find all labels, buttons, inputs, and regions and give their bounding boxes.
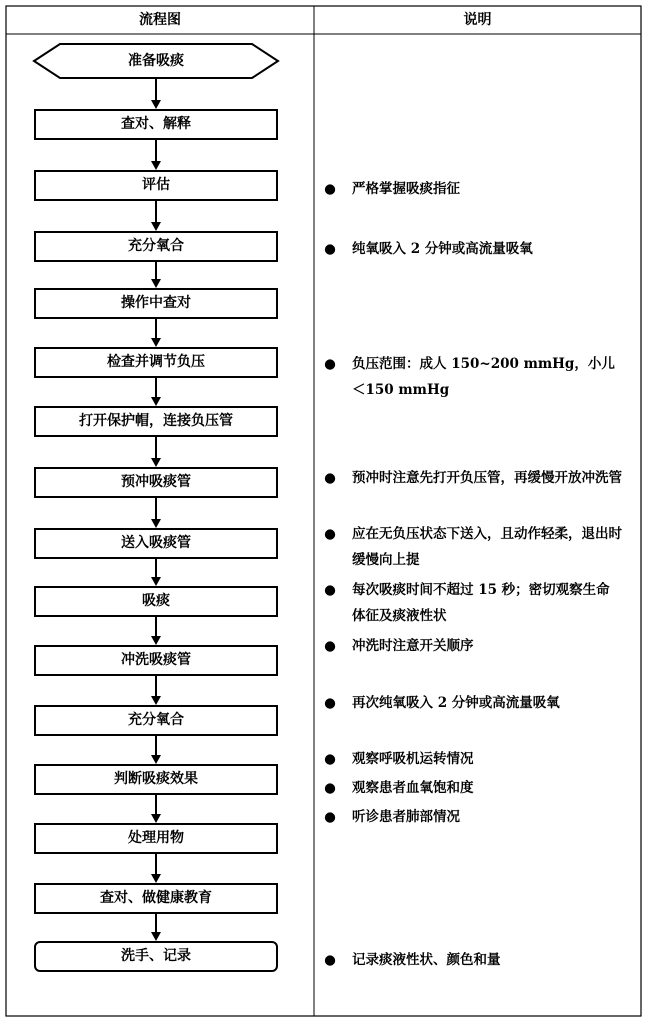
step-start: 准备吸痰 [128, 53, 184, 69]
header-notes: 说明 [463, 12, 492, 28]
bullet-icon: ● [324, 241, 336, 257]
note-indication [322, 176, 622, 202]
step-adjust-pressure: 检查并调节负压 [34, 347, 278, 378]
step-wash-record: 洗手、记录 [34, 941, 278, 972]
arrow-head-icon [151, 636, 161, 645]
note-text: 应在无负压状态下送入，且动作轻柔，退出时缓慢向上提 [352, 526, 622, 568]
step-preflush: 预冲吸痰管 [34, 467, 278, 498]
bullet-icon: ● [324, 356, 336, 372]
note-reoxygenate [322, 690, 622, 716]
note-text: 记录痰液性状、颜色和量 [352, 952, 501, 968]
note-text: 冲洗时注意开关顺序 [352, 638, 474, 654]
bullet-icon: ● [324, 470, 336, 486]
arrow-head-icon [151, 696, 161, 705]
note-oxygen [322, 236, 622, 262]
step-insert-catheter: 送入吸痰管 [34, 528, 278, 559]
bullet-icon: ● [324, 751, 336, 767]
step-oxygenate-again: 充分氧合 [34, 705, 278, 736]
note-auscultation [322, 804, 622, 830]
note-text: 每次吸痰时间不超过 15 秒；密切观察生命体征及痰液性状 [352, 582, 610, 624]
bullet-icon: ● [324, 952, 336, 968]
bullet-icon: ● [324, 638, 336, 654]
arrow-head-icon [151, 814, 161, 823]
step-check-explain: 查对、解释 [34, 109, 278, 140]
note-ventilator [322, 746, 622, 772]
table-border [6, 6, 641, 1016]
arrow-head-icon [151, 279, 161, 288]
step-dispose: 处理用物 [34, 823, 278, 854]
arrow-head-icon [151, 161, 161, 170]
note-text: 观察呼吸机运转情况 [352, 751, 474, 767]
arrow-head-icon [151, 932, 161, 941]
bullet-icon: ● [324, 181, 336, 197]
arrow-head-icon [151, 458, 161, 467]
note-text: 再次纯氧吸入 2 分钟或高流量吸氧 [352, 695, 560, 711]
arrow-head-icon [151, 338, 161, 347]
step-connect-tube: 打开保护帽，连接负压管 [34, 406, 278, 437]
bullet-icon: ● [324, 695, 336, 711]
note-preflush [322, 465, 622, 491]
bullet-icon: ● [324, 809, 336, 825]
bullet-icon: ● [324, 582, 336, 598]
arrow-head-icon [151, 397, 161, 406]
bullet-icon: ● [324, 780, 336, 796]
header-flowchart: 流程图 [139, 12, 181, 28]
arrow-head-icon [151, 755, 161, 764]
note-pressure-range [322, 351, 622, 403]
step-recheck: 操作中查对 [34, 288, 278, 319]
step-evaluate: 判断吸痰效果 [34, 764, 278, 795]
note-text: 纯氧吸入 2 分钟或高流量吸氧 [352, 241, 533, 257]
step-flush-catheter: 冲洗吸痰管 [34, 645, 278, 676]
note-suction-time [322, 577, 622, 629]
note-record [322, 947, 622, 973]
step-health-education: 查对、做健康教育 [34, 883, 278, 914]
note-text: 观察患者血氧饱和度 [352, 780, 474, 796]
step-suction: 吸痰 [34, 586, 278, 617]
bullet-icon: ● [324, 526, 336, 542]
note-text: 严格掌握吸痰指征 [352, 181, 460, 197]
arrow-head-icon [151, 874, 161, 883]
step-assess: 评估 [34, 170, 278, 201]
note-text: 负压范围：成人 150~200 mmHg，小儿＜150 mmHg [352, 356, 615, 398]
note-flush-order [322, 633, 622, 659]
note-text: 预冲时注意先打开负压管，再缓慢开放冲洗管 [352, 470, 622, 486]
step-oxygenate: 充分氧合 [34, 231, 278, 262]
arrow-head-icon [151, 577, 161, 586]
arrow-head-icon [151, 100, 161, 109]
arrow-head-icon [151, 222, 161, 231]
note-insert [322, 521, 622, 573]
note-spo2 [322, 775, 622, 801]
flow-arrows [151, 78, 161, 941]
arrow-head-icon [151, 519, 161, 528]
note-text: 听诊患者肺部情况 [352, 809, 460, 825]
